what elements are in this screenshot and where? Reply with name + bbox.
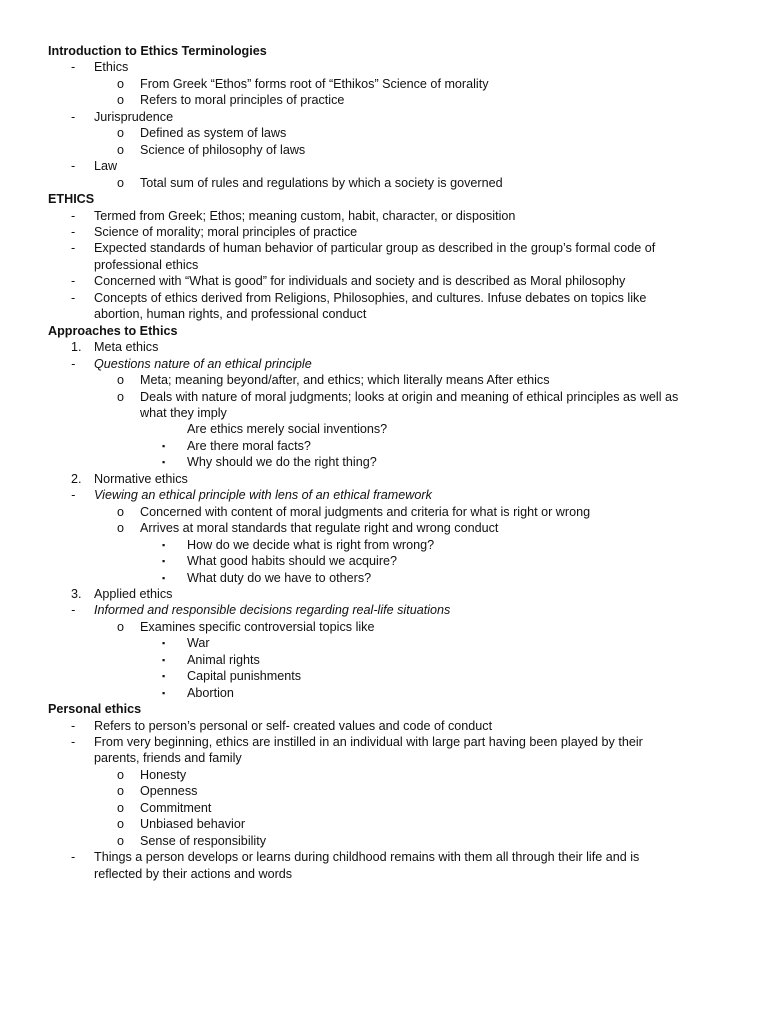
- list-item: [48, 125, 718, 141]
- list-item: [48, 800, 718, 816]
- list-marker: o: [117, 784, 125, 799]
- list-marker: -: [71, 109, 76, 124]
- line-text: Commitment: [140, 800, 212, 815]
- line-text: From very beginning, ethics are instilled in an individual with large part having been played by their: [94, 735, 643, 750]
- list-marker: o: [117, 817, 125, 832]
- list-item: [48, 471, 718, 487]
- line-text: Sense of responsibility: [140, 833, 267, 848]
- line-text: Refers to moral principles of practice: [140, 93, 345, 108]
- list-item: [48, 76, 718, 92]
- line-text: abortion, human rights, and professional conduct: [94, 307, 367, 322]
- line-text: Law: [94, 159, 118, 174]
- list-marker: o: [117, 373, 125, 388]
- list-marker: o: [117, 76, 125, 91]
- line-text: Science of morality; moral principles of practice: [94, 224, 358, 239]
- list-marker: -: [71, 603, 76, 618]
- list-marker: -: [71, 224, 76, 239]
- list-marker: ▪: [162, 671, 166, 682]
- line-text: Capital punishments: [187, 669, 302, 684]
- list-item: [48, 866, 718, 882]
- list-item: [48, 767, 718, 783]
- line-text: Total sum of rules and regulations by which a society is governed: [140, 175, 503, 190]
- list-item: [48, 734, 718, 750]
- list-marker: -: [71, 488, 76, 503]
- list-marker: o: [117, 800, 125, 815]
- line-text: Examines specific controversial topics like: [140, 619, 375, 634]
- list-marker: -: [71, 159, 76, 174]
- line-text: Personal ethics: [48, 702, 142, 717]
- list-item: [48, 356, 718, 372]
- list-item: [48, 92, 718, 108]
- list-item: [48, 652, 718, 668]
- list-item: [48, 273, 718, 289]
- line-text: Termed from Greek; Ethos; meaning custom, habit, character, or disposition: [94, 208, 516, 223]
- list-marker: o: [117, 142, 125, 157]
- list-item: [48, 142, 718, 158]
- list-item: [48, 586, 718, 602]
- line-text: parents, friends and family: [94, 751, 242, 766]
- list-marker: ▪: [162, 457, 166, 468]
- line-text: Concepts of ethics derived from Religions, Philosophies, and cultures. Infuse debates on topics like: [94, 290, 647, 305]
- list-item: [48, 109, 718, 125]
- list-item: [48, 372, 718, 388]
- line-text: Things a person develops or learns during childhood remains with them all through their life and is: [94, 850, 640, 865]
- list-marker: ▪: [162, 539, 166, 550]
- list-item: [48, 750, 718, 766]
- list-marker: -: [71, 356, 76, 371]
- line-text: Viewing an ethical principle with lens of an ethical framework: [94, 488, 432, 503]
- line-text: Deals with nature of moral judgments; looks at origin and meaning of ethical principles as well as: [140, 389, 679, 404]
- line-text: Jurisprudence: [94, 109, 174, 124]
- list-item: [48, 504, 718, 520]
- line-text: What good habits should we acquire?: [187, 554, 398, 569]
- list-item: [48, 224, 718, 240]
- line-text: Honesty: [140, 767, 187, 782]
- list-marker: o: [117, 93, 125, 108]
- list-marker: -: [71, 718, 76, 733]
- line-text: Unbiased behavior: [140, 817, 246, 832]
- line-text: From Greek “Ethos” forms root of “Ethikos” Science of morality: [140, 76, 489, 91]
- line-text: Ethics: [94, 60, 129, 75]
- line-text: reflected by their actions and words: [94, 866, 293, 881]
- line-text: Refers to person’s personal or self- created values and code of conduct: [94, 718, 493, 733]
- list-item: [48, 520, 718, 536]
- list-marker: o: [117, 833, 125, 848]
- line-text: Concerned with “What is good” for individuals and society and is described as Moral philosophy: [94, 274, 626, 289]
- list-item: [48, 685, 718, 701]
- list-marker: o: [117, 504, 125, 519]
- line-text: ETHICS: [48, 192, 95, 207]
- list-item: [48, 240, 718, 256]
- list-marker: -: [71, 241, 76, 256]
- line-text: Openness: [140, 784, 198, 799]
- line-text: professional ethics: [94, 257, 199, 272]
- list-marker: o: [117, 175, 125, 190]
- line-text: What duty do we have to others?: [187, 570, 372, 585]
- list-marker: ▪: [162, 687, 166, 698]
- line-text: Normative ethics: [94, 471, 188, 486]
- line-text: what they imply: [140, 405, 227, 420]
- list-marker: ▪: [162, 440, 166, 451]
- list-item: [48, 339, 718, 355]
- list-item: [48, 537, 718, 553]
- list-marker: o: [117, 619, 125, 634]
- list-marker: o: [117, 389, 125, 404]
- list-item: [48, 306, 718, 322]
- list-item: [48, 454, 718, 470]
- line-text: Science of philosophy of laws: [140, 142, 306, 157]
- list-item: [48, 487, 718, 503]
- section-heading: [48, 191, 718, 207]
- list-marker: 2.: [71, 471, 82, 486]
- list-item: [48, 602, 718, 618]
- list-item: [48, 175, 718, 191]
- list-item: [48, 833, 718, 849]
- line-text: Approaches to Ethics: [48, 323, 178, 338]
- line-text: War: [187, 636, 210, 651]
- line-text: Informed and responsible decisions regarding real-life situations: [94, 603, 451, 618]
- list-marker: 1.: [71, 340, 82, 355]
- list-marker: -: [71, 850, 76, 865]
- list-marker: ▪: [162, 654, 166, 665]
- section-heading: [48, 701, 718, 717]
- list-item: [48, 257, 718, 273]
- list-marker: -: [71, 274, 76, 289]
- list-item: [48, 290, 718, 306]
- list-item: [48, 389, 718, 405]
- line-text: Animal rights: [187, 652, 260, 667]
- list-marker: o: [117, 767, 125, 782]
- list-marker: ▪: [162, 556, 166, 567]
- list-item: [48, 816, 718, 832]
- list-item: [48, 849, 718, 865]
- line-text: Applied ethics: [94, 586, 173, 601]
- line-text: Are there moral facts?: [187, 438, 311, 453]
- list-item: [48, 718, 718, 734]
- line-text: Abortion: [187, 685, 234, 700]
- line-text: Are ethics merely social inventions?: [187, 422, 388, 437]
- list-marker: o: [117, 126, 125, 141]
- list-item: [48, 208, 718, 224]
- list-item: [48, 635, 718, 651]
- line-text: Introduction to Ethics Terminologies: [48, 44, 267, 58]
- line-text: Why should we do the right thing?: [187, 455, 377, 470]
- section-heading: [48, 323, 718, 339]
- list-marker: ▪: [162, 572, 166, 583]
- line-text: Arrives at moral standards that regulate right and wrong conduct: [140, 521, 499, 536]
- list-item: [48, 158, 718, 174]
- list-item: [48, 570, 718, 586]
- section-heading: [48, 43, 718, 59]
- line-text: Meta; meaning beyond/after, and ethics; which literally means After ethics: [140, 373, 550, 388]
- list-item: [48, 668, 718, 684]
- list-item: [48, 553, 718, 569]
- list-item: [48, 619, 718, 635]
- line-text: Expected standards of human behavior of particular group as described in the group’s formal code of: [94, 241, 656, 256]
- list-marker: ▪: [162, 638, 166, 649]
- list-marker: -: [71, 290, 76, 305]
- line-text: Questions nature of an ethical principle: [94, 356, 312, 371]
- list-item: [48, 438, 718, 454]
- line-text: Defined as system of laws: [140, 126, 287, 141]
- line-text: Concerned with content of moral judgments and criteria for what is right or wrong: [140, 504, 591, 519]
- line-text: Meta ethics: [94, 340, 159, 355]
- list-item: [48, 59, 718, 75]
- list-marker: -: [71, 60, 76, 75]
- list-item: [48, 783, 718, 799]
- list-marker: -: [71, 735, 76, 750]
- line-text: How do we decide what is right from wrong?: [187, 537, 435, 552]
- document-body: [48, 43, 718, 882]
- list-marker: 3.: [71, 586, 82, 601]
- list-item: [48, 405, 718, 421]
- list-marker: -: [71, 208, 76, 223]
- list-marker: o: [117, 521, 125, 536]
- list-item: [48, 421, 718, 437]
